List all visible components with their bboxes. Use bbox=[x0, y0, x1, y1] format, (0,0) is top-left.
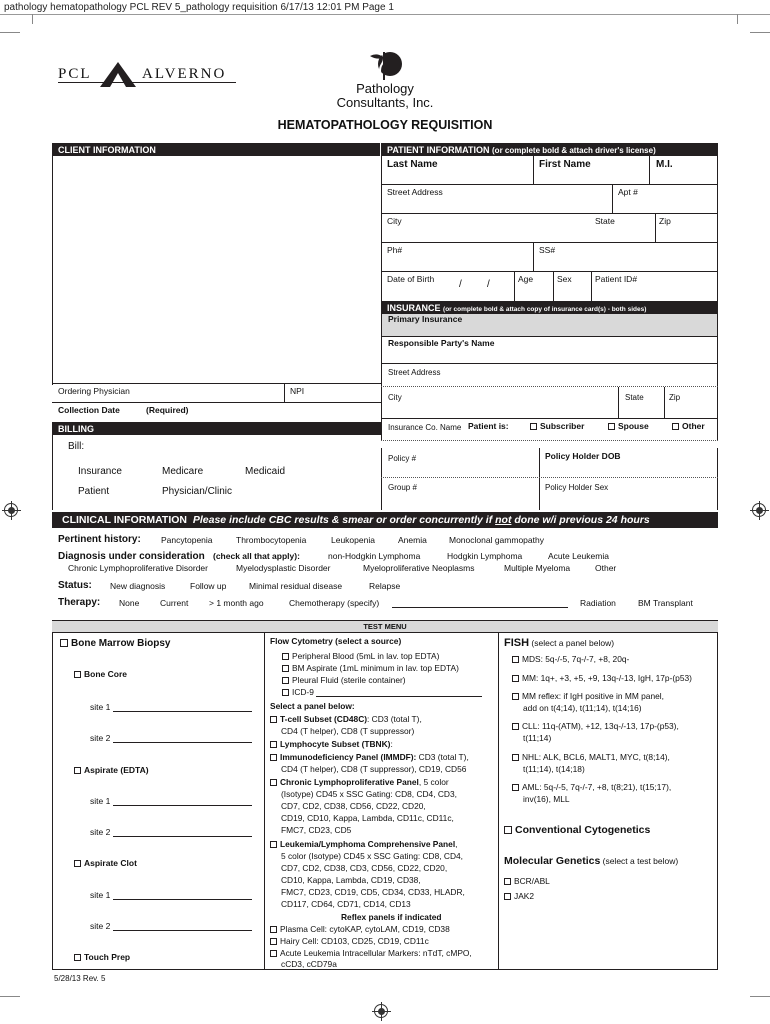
bill-patient-option[interactable]: Patient bbox=[78, 486, 110, 497]
fish-nhl[interactable]: NHL: ALK, BCL6, MALT1, MYC, t(8;14), bbox=[512, 753, 670, 763]
aspirate-clot-checkbox[interactable]: Aspirate Clot bbox=[74, 859, 137, 869]
aspirate-site1-input[interactable] bbox=[113, 797, 252, 806]
pertinent-history-row: Pertinent history: Pancytopenia Thrombocytopenia Leukopenia Anemia Monoclonal gammopathy bbox=[58, 534, 544, 545]
responsible-party-row[interactable]: Responsible Party's Name bbox=[381, 337, 718, 364]
therapy-month[interactable]: > 1 month ago bbox=[209, 598, 264, 608]
therapy-row: Therapy: None Current > 1 month ago Chemotherapy (specify) Radiation BM Transplant bbox=[58, 597, 693, 608]
fish-mm[interactable]: MM: 1q+, +3, +5, +9, 13q-/-13, IgH, 17p-(p53) bbox=[512, 674, 692, 684]
dx-myelodysplastic[interactable]: Myelodysplastic Disorder bbox=[236, 563, 331, 573]
primary-insurance-row[interactable]: Primary Insurance bbox=[381, 314, 718, 337]
billing-header: BILLING bbox=[52, 422, 381, 435]
registration-mark-right bbox=[752, 503, 766, 517]
pcl-alverno-logo: PCL ALVERNO bbox=[58, 60, 236, 90]
status-mrd[interactable]: Minimal residual disease bbox=[249, 581, 343, 591]
dx-nhl[interactable]: non-Hodgkin Lymphoma bbox=[328, 551, 421, 561]
ins-street-row[interactable]: Street Address bbox=[381, 364, 718, 387]
collection-date-row[interactable]: Collection Date (Required) bbox=[58, 405, 189, 415]
status-relapse[interactable]: Relapse bbox=[369, 581, 401, 591]
therapy-current[interactable]: Current bbox=[160, 598, 189, 608]
dx-myeloproliferative[interactable]: Myeloproliferative Neoplasms bbox=[363, 563, 475, 573]
source-pleural-fluid[interactable]: Pleural Fluid (sterile container) bbox=[282, 676, 406, 686]
therapy-bm-transplant[interactable]: BM Transplant bbox=[638, 598, 693, 608]
page-title: HEMATOPATHOLOGY REQUISITION bbox=[277, 118, 493, 132]
reflex-hairy-cell[interactable]: Hairy Cell: CD103, CD25, CD19, CD11c bbox=[270, 937, 429, 947]
bill-physician-option[interactable]: Physician/Clinic bbox=[162, 486, 233, 497]
subscriber-checkbox[interactable]: Subscriber bbox=[530, 422, 584, 432]
dx-multiple-myeloma[interactable]: Multiple Myeloma bbox=[504, 563, 571, 573]
other-checkbox[interactable]: Other bbox=[672, 422, 705, 432]
billing-box: Bill: Insurance Medicare Medicaid Patient Physician/Clinic bbox=[52, 435, 381, 510]
status-new[interactable]: New diagnosis bbox=[110, 581, 166, 591]
panel-chronic-lympho[interactable]: Chronic Lymphoproliferative Panel, 5 color bbox=[270, 778, 449, 788]
fish-aml[interactable]: AML: 5q-/-5, 7q-/-7, +8, t(8;21), t(15;17), bbox=[512, 783, 671, 793]
reflex-acute-leukemia[interactable]: Acute Leukemia Intracellular Markers: nTdT, cMPO, bbox=[270, 949, 472, 959]
history-anemia[interactable]: Anemia bbox=[398, 535, 427, 545]
bone-core-checkbox[interactable]: Bone Core bbox=[74, 670, 127, 680]
fish-cll[interactable]: CLL: 11q-(ATM), +12, 13q-/-13, 17p-(p53), bbox=[512, 722, 679, 732]
therapy-radiation[interactable]: Radiation bbox=[580, 598, 616, 608]
insurance-header: INSURANCE (or complete bold & attach copy of insurance card(s) - both sides) bbox=[381, 301, 718, 314]
panel-lymphocyte-subset[interactable]: Lymphocyte Subset (TBNK): bbox=[270, 740, 393, 750]
phone-row[interactable]: Ph# SS# bbox=[381, 243, 718, 272]
patient-name-row[interactable]: Last Name First Name M.I. bbox=[381, 156, 718, 185]
chemo-specify-input[interactable] bbox=[392, 599, 568, 608]
ins-city-row[interactable]: City State Zip bbox=[381, 387, 718, 418]
clot-site2-input[interactable] bbox=[113, 922, 252, 931]
patient-info-header: PATIENT INFORMATION (or complete bold & attach driver's license) bbox=[381, 143, 718, 156]
dx-other[interactable]: Other bbox=[595, 563, 617, 573]
history-pancytopenia[interactable]: Pancytopenia bbox=[161, 535, 213, 545]
source-icd9[interactable]: ICD-9 bbox=[282, 688, 482, 698]
conventional-cytogenetics-checkbox[interactable]: Conventional Cytogenetics bbox=[504, 824, 650, 836]
status-row: Status: New diagnosis Follow up Minimal residual disease Relapse bbox=[58, 580, 401, 591]
bone-marrow-column: Bone Marrow Biopsy Bone Core site 1 site 2 Aspirate (EDTA) site 1 site 2 Aspirate Clot site 1 site 2 Touch Prep bbox=[52, 633, 264, 970]
panel-tcell-subset[interactable]: T-cell Subset (CD48C): CD3 (total T), bbox=[270, 715, 422, 725]
caduceus-icon bbox=[360, 50, 410, 82]
bill-medicaid-option[interactable]: Medicaid bbox=[245, 466, 286, 477]
core-site1-input[interactable] bbox=[113, 703, 252, 712]
dob-row[interactable]: Date of Birth / / Age Sex Patient ID# bbox=[381, 272, 718, 301]
registration-mark-left bbox=[4, 503, 18, 517]
touch-prep-checkbox[interactable]: Touch Prep bbox=[74, 953, 130, 963]
molecular-bcr-abl[interactable]: BCR/ABL bbox=[504, 877, 550, 887]
therapy-none[interactable]: None bbox=[119, 598, 140, 608]
therapy-chemo[interactable]: Chemotherapy (specify) bbox=[289, 598, 380, 608]
ins-company-row[interactable]: Insurance Co. Name Patient is: Subscriber Spouse Other bbox=[381, 418, 718, 440]
ordering-physician-row[interactable]: Ordering Physician NPI bbox=[52, 384, 381, 403]
aspirate-site2-input[interactable] bbox=[113, 828, 252, 837]
client-info-header: CLIENT INFORMATION bbox=[52, 143, 380, 156]
fish-mds[interactable]: MDS: 5q-/-5, 7q-/-7, +8, 20q- bbox=[512, 655, 629, 665]
molecular-jak2[interactable]: JAK2 bbox=[504, 892, 534, 902]
source-peripheral-blood[interactable]: Peripheral Blood (5mL in lav. top EDTA) bbox=[282, 652, 439, 662]
history-thrombocytopenia[interactable]: Thrombocytopenia bbox=[236, 535, 307, 545]
bill-medicare-option[interactable]: Medicare bbox=[162, 466, 204, 477]
dx-acute-leukemia[interactable]: Acute Leukemia bbox=[548, 551, 609, 561]
file-header: pathology hematopathology PCL REV 5_pathology requisition 6/17/13 12:01 PM Page 1 bbox=[4, 2, 394, 13]
core-site2-input[interactable] bbox=[113, 734, 252, 743]
footer-revision: 5/28/13 Rev. 5 bbox=[54, 974, 106, 983]
client-info-box[interactable] bbox=[52, 156, 380, 385]
panel-leukemia-lymphoma[interactable]: Leukemia/Lymphoma Comprehensive Panel, bbox=[270, 840, 457, 850]
bone-marrow-biopsy-checkbox[interactable]: Bone Marrow Biopsy bbox=[60, 638, 170, 650]
dx-hodgkin[interactable]: Hodgkin Lymphoma bbox=[447, 551, 523, 561]
test-menu-header: TEST MENU bbox=[52, 620, 718, 632]
bill-insurance-option[interactable]: Insurance bbox=[78, 466, 122, 477]
street-row[interactable]: Street Address Apt # bbox=[381, 185, 718, 214]
source-bm-aspirate[interactable]: BM Aspirate (1mL minimum in lav. top EDTA) bbox=[282, 664, 459, 674]
registration-mark-bottom bbox=[374, 1004, 388, 1018]
dx-chronic-lymph[interactable]: Chronic Lymphoproliferative Disorder bbox=[68, 563, 208, 573]
pathology-consultants-logo: Pathology Consultants, Inc. bbox=[320, 50, 450, 112]
history-gammopathy[interactable]: Monoclonal gammopathy bbox=[449, 535, 544, 545]
status-follow-up[interactable]: Follow up bbox=[190, 581, 227, 591]
group-row[interactable]: Group # Policy Holder Sex bbox=[381, 478, 718, 510]
policy-row[interactable]: Policy # Policy Holder DOB bbox=[381, 448, 718, 478]
city-row[interactable]: City State Zip bbox=[381, 214, 718, 243]
history-leukopenia[interactable]: Leukopenia bbox=[331, 535, 375, 545]
flow-cytometry-column: Flow Cytometry (select a source) Peripheral Blood (5mL in lav. top EDTA) BM Aspirate (1mL minimum in lav. top EDTA) Pleural Fluid (sterile container) ICD-9 Select a panel below: T-cell Subset (CD48C): CD3 (total T), CD4 (T helper), CD8 (T suppressor) Lymphocyte Subset (TBNK): Immunodeficiency Panel (IMMDF): CD3 (total T), CD4 (T helper), CD8 (T suppressor), CD19, CD56 Chronic Lymphoproliferative Panel, 5 color (Isotype) CD45 x SSC Gating: CD8, CD4, CD3, CD7, CD2, CD38, CD56, CD22, CD20, CD19, CD10, Kappa, Lambda, CD11c, CD11c, FMC7, CD23, CD5 Leukemia/Lymphoma Comprehensive Panel, 5 color (Isotype) CD45 x SSC Gating: CD8, CD4, CD7, CD2, CD38, CD3, CD56, CD22, CD20, CD10, Kappa, Lambda, CD19, CD38, FMC7, CD23, CD19, CD5, CD34, CD33, HLADR, CD117, CD64, CD71, CD14, CD13 Reflex panels if indicated Plasma Cell: cytoKAP, cytoLAM, CD19, CD38 Hairy Cell: CD103, CD25, CD19, CD11c Acute Leukemia Intracellular Markers: nTdT, cMPO, cCD3, cCD79a bbox=[265, 633, 498, 970]
clinical-info-header: CLINICAL INFORMATION Please include CBC results & smear or order concurrently if not done w/i previous 24 hours bbox=[52, 512, 718, 528]
diagnosis-row: Diagnosis under consideration (check all that apply): non-Hodgkin Lymphoma Hodgkin Lymphoma Acute Leukemia Chronic Lymphoproliferative Disorder Myelodysplastic Disorder Myeloproliferative Neoplasms Multiple Myeloma Other bbox=[58, 551, 617, 573]
fish-column: FISH (select a panel below) MDS: 5q-/-5, 7q-/-7, +8, 20q- MM: 1q+, +3, +5, +9, 13q-/-13, IgH, 17p-(p53) MM reflex: if IgH positive in MM panel, add on t(4;14), t(11;14), t(14;16) CLL: 11q-(ATM), +12, 13q-/-13, 17p-(p53), t(11;14) NHL: ALK, BCL6, MALT1, MYC, t(8;14), t(11;14), t(14;18) AML: 5q-/-5, 7q-/-7, +8, t(8;21), t(15;17), inv(16), MLL Conventional Cytogenetics Molecular Genetics (select a test below) BCR/ABL JAK2 bbox=[504, 637, 692, 901]
panel-immunodeficiency[interactable]: Immunodeficiency Panel (IMMDF): CD3 (total T), bbox=[270, 753, 469, 763]
aspirate-edta-checkbox[interactable]: Aspirate (EDTA) bbox=[74, 766, 149, 776]
reflex-plasma-cell[interactable]: Plasma Cell: cytoKAP, cytoLAM, CD19, CD38 bbox=[270, 925, 450, 935]
fish-mm-reflex[interactable]: MM reflex: if IgH positive in MM panel, bbox=[512, 692, 664, 702]
spouse-checkbox[interactable]: Spouse bbox=[608, 422, 649, 432]
clot-site1-input[interactable] bbox=[113, 891, 252, 900]
icd9-input[interactable] bbox=[316, 688, 482, 697]
